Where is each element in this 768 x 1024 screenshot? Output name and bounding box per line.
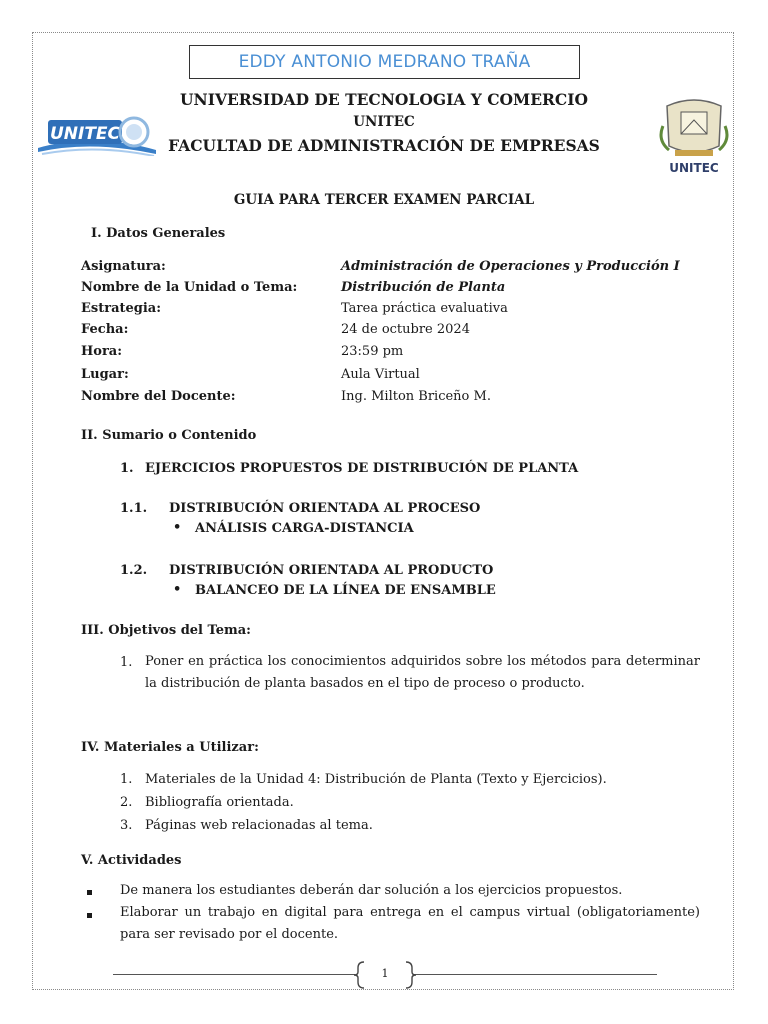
value-hora: 23:59 pm [341, 344, 404, 359]
label-tema: Nombre de la Unidad o Tema: [81, 280, 298, 295]
content-bullet-dot: • [173, 520, 182, 535]
content-item-1-1-bullet: ANÁLISIS CARGA-DISTANCIA [195, 521, 414, 536]
objective-1-text: Poner en práctica los conocimientos adquiridos sobre los métodos para determinar la distribución de planta basados en el tipo de proceso o producto. [145, 654, 700, 691]
activity-1: De manera los estudiantes deberán dar solución a los ejercicios propuestos. [120, 883, 623, 898]
footer-rule-right [414, 974, 657, 975]
label-asignatura: Asignatura: [81, 259, 166, 274]
label-lugar: Lugar: [81, 367, 129, 382]
value-asignatura: Administración de Operaciones y Producción I [341, 259, 680, 274]
section-4-heading: IV. Materiales a Utilizar: [81, 740, 259, 755]
label-fecha: Fecha: [81, 322, 129, 337]
content-item-1-2: DISTRIBUCIÓN ORIENTADA AL PRODUCTO [169, 563, 494, 578]
content-item-1-1-number: 1.1. [120, 501, 148, 516]
section-2-heading: II. Sumario o Contenido [81, 428, 257, 443]
material-3: Páginas web relacionadas al tema. [145, 818, 373, 833]
activity-bullet-icon [87, 890, 92, 895]
value-lugar: Aula Virtual [341, 367, 420, 382]
content-item-1-number: 1. [120, 461, 134, 476]
objective-1-number: 1. [120, 655, 133, 670]
svg-text:UNITEC: UNITEC [49, 124, 121, 144]
section-5-heading: V. Actividades [81, 853, 182, 868]
svg-text:UNITEC: UNITEC [669, 161, 719, 175]
activity-2: Elaborar un trabajo en digital para entrega en el campus virtual (obligatoriamente) para ser revisado por el docente. [120, 905, 700, 942]
content-item-1: EJERCICIOS PROPUESTOS DE DISTRIBUCIÓN DE PLANTA [145, 461, 579, 476]
unitec-logo-left [36, 110, 158, 156]
university-acronym: UNITEC [353, 114, 415, 130]
value-fecha: 24 de octubre 2024 [341, 322, 470, 337]
label-hora: Hora: [81, 344, 123, 359]
activity-bullet-icon [87, 913, 92, 918]
faculty-name: FACULTAD DE ADMINISTRACIÓN DE EMPRESAS [168, 136, 600, 155]
material-2-number: 2. [120, 795, 133, 810]
value-tema: Distribución de Planta [341, 280, 506, 295]
label-docente: Nombre del Docente: [81, 389, 236, 404]
section-3-heading: III. Objetivos del Tema: [81, 623, 251, 638]
document-title: GUIA PARA TERCER EXAMEN PARCIAL [233, 192, 535, 208]
value-estrategia: Tarea práctica evaluativa [341, 301, 508, 316]
value-docente: Ing. Milton Briceño M. [341, 389, 491, 404]
content-item-1-2-number: 1.2. [120, 563, 148, 578]
content-item-1-1: DISTRIBUCIÓN ORIENTADA AL PROCESO [169, 501, 481, 516]
label-estrategia: Estrategia: [81, 301, 162, 316]
content-bullet-dot: • [173, 582, 182, 597]
material-1: Materiales de la Unidad 4: Distribución de Planta (Texto y Ejercicios). [145, 772, 607, 787]
university-name: UNIVERSIDAD DE TECNOLOGIA Y COMERCIO [180, 90, 588, 109]
content-item-1-2-bullet: BALANCEO DE LA LÍNEA DE ENSAMBLE [195, 583, 496, 598]
unitec-crest-logo [653, 96, 735, 178]
material-2: Bibliografía orientada. [145, 795, 294, 810]
section-1-heading: I. Datos Generales [91, 226, 226, 241]
page-number: 1 [381, 967, 389, 980]
author-name-box: EDDY ANTONIO MEDRANO TRAÑA [189, 45, 580, 79]
footer-rule-left [113, 974, 355, 975]
material-3-number: 3. [120, 818, 133, 833]
material-1-number: 1. [120, 772, 133, 787]
